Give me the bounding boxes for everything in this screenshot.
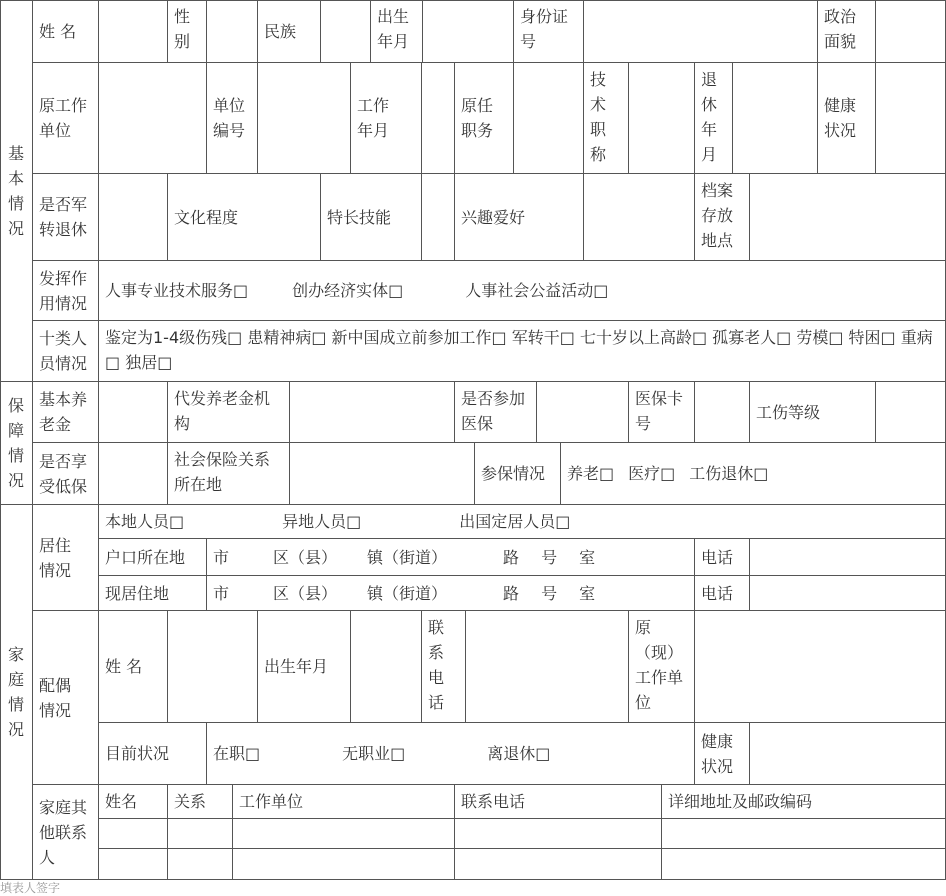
- label-injury: 工伤等级: [750, 382, 876, 443]
- field-political[interactable]: [876, 0, 946, 63]
- addr-city: 市: [213, 583, 230, 603]
- label-spouse: 配偶情况: [33, 611, 99, 785]
- option-abroad[interactable]: 出国定居人员□: [459, 512, 571, 531]
- field-role-options[interactable]: [99, 261, 946, 321]
- label-health: 健康状况: [818, 63, 876, 174]
- signature-note: 填表人签字: [0, 881, 61, 895]
- field-retire-date[interactable]: [733, 63, 818, 174]
- field-archive[interactable]: [750, 174, 946, 261]
- section-security: 保障情况: [0, 382, 33, 505]
- field-spouse-health[interactable]: [750, 723, 946, 785]
- contact2-phone[interactable]: [455, 849, 662, 880]
- option-pension[interactable]: 养老□: [567, 464, 615, 483]
- field-unit-code[interactable]: [258, 63, 351, 174]
- label-medical: 是否参加医保: [455, 382, 537, 443]
- label-residence: 居住情况: [33, 505, 99, 611]
- contact2-name[interactable]: [99, 849, 168, 880]
- addr-number: 号: [541, 547, 558, 567]
- ten-categories-options[interactable]: 鉴定为1-4级伤残□ 患精神病□ 新中国成立前参加工作□ 军转干□ 七十岁以上高龄□ 孤寡老人□ 劳模□ 特困□ 重病□ 独居□: [105, 328, 933, 372]
- field-work-years[interactable]: [422, 63, 455, 174]
- label-work-years: 工作年月: [351, 63, 422, 174]
- field-health[interactable]: [876, 63, 946, 174]
- field-lowincome[interactable]: [99, 443, 168, 505]
- option-public-welfare[interactable]: 人事社会公益活动□: [465, 281, 609, 300]
- field-orig-post[interactable]: [514, 63, 584, 174]
- field-idcard[interactable]: [584, 0, 818, 63]
- label-ten-categories: 十类人员情况: [33, 321, 99, 382]
- label-retire-date: 退休年月: [695, 63, 733, 174]
- label-lowincome: 是否享受低保: [33, 443, 99, 505]
- field-residence-type[interactable]: [99, 505, 946, 539]
- label-role: 发挥作用情况: [33, 261, 99, 321]
- addr-room: 室: [579, 583, 596, 603]
- label-pension-agency: 代发养老金机构: [168, 382, 290, 443]
- addr-city: 市: [213, 547, 230, 567]
- field-tech-title[interactable]: [629, 63, 695, 174]
- label-social-insurance: 社会保险关系所在地: [168, 443, 290, 505]
- contact1-phone[interactable]: [455, 819, 662, 849]
- label-spouse-name: 姓 名: [99, 611, 168, 723]
- label-medcard: 医保卡号: [629, 382, 695, 443]
- label-spouse-health: 健康状况: [695, 723, 750, 785]
- field-current-phone[interactable]: [750, 576, 946, 611]
- contact2-relation[interactable]: [168, 849, 233, 880]
- contact2-address[interactable]: [662, 849, 946, 880]
- field-military[interactable]: [99, 174, 168, 261]
- contact2-work[interactable]: [233, 849, 455, 880]
- label-orig-post: 原任职务: [455, 63, 514, 174]
- option-tech-service[interactable]: 人事专业技术服务□: [105, 281, 249, 300]
- field-medical[interactable]: [537, 382, 629, 443]
- field-hukou-phone[interactable]: [750, 539, 946, 576]
- section-family: 家庭情况: [0, 505, 33, 880]
- field-hukou-address[interactable]: [207, 539, 695, 576]
- addr-room: 室: [579, 547, 596, 567]
- field-injury[interactable]: [876, 382, 946, 443]
- label-tech-title: 技术职称: [584, 63, 629, 174]
- label-current-residence: 现居住地: [99, 576, 207, 611]
- option-injury-retire[interactable]: 工伤退休□: [689, 464, 769, 483]
- field-social-insurance[interactable]: [290, 443, 475, 505]
- option-nonlocal[interactable]: 异地人员□: [282, 512, 362, 531]
- field-name[interactable]: [99, 0, 168, 63]
- contact1-relation[interactable]: [168, 819, 233, 849]
- field-birth[interactable]: [423, 0, 514, 63]
- label-other-contacts: 家庭其他联系人: [33, 785, 99, 880]
- label-hukou-phone: 电话: [695, 539, 750, 576]
- addr-district: 区（县）: [273, 583, 338, 603]
- field-skills[interactable]: [422, 174, 455, 261]
- option-local[interactable]: 本地人员□: [105, 512, 185, 531]
- label-spouse-status: 目前状况: [99, 723, 207, 785]
- option-business[interactable]: 创办经济实体□: [292, 281, 404, 300]
- label-insured: 参保情况: [475, 443, 561, 505]
- field-spouse-status-options[interactable]: [207, 723, 695, 785]
- option-employed[interactable]: 在职□: [213, 744, 261, 763]
- addr-road: 路: [503, 547, 520, 567]
- field-pension-agency[interactable]: [290, 382, 455, 443]
- label-military: 是否军转退休: [33, 174, 99, 261]
- label-idcard: 身份证号: [514, 0, 584, 63]
- field-ethnicity[interactable]: [321, 0, 371, 63]
- label-hukou: 户口所在地: [99, 539, 207, 576]
- header-relation: 关系: [168, 785, 233, 819]
- field-spouse-name[interactable]: [168, 611, 258, 723]
- label-skills: 特长技能: [321, 174, 422, 261]
- header-name: 姓名: [99, 785, 168, 819]
- label-education: 文化程度: [168, 174, 321, 261]
- label-political: 政治面貌: [818, 0, 876, 63]
- field-current-address[interactable]: [207, 576, 695, 611]
- field-spouse-work[interactable]: [695, 611, 946, 723]
- label-name: 姓 名: [33, 0, 99, 63]
- label-spouse-phone: 联系电话: [422, 611, 466, 723]
- option-unemployed[interactable]: 无职业□: [342, 744, 406, 763]
- header-phone: 联系电话: [455, 785, 662, 819]
- label-archive: 档案存放地点: [695, 174, 750, 261]
- contact1-name[interactable]: [99, 819, 168, 849]
- label-orig-unit: 原工作单位: [33, 63, 99, 174]
- field-spouse-phone[interactable]: [466, 611, 629, 723]
- addr-number: 号: [541, 583, 558, 603]
- field-gender[interactable]: [207, 0, 258, 63]
- field-hobbies[interactable]: [584, 174, 695, 261]
- label-hobbies: 兴趣爱好: [455, 174, 584, 261]
- label-unit-code: 单位编号: [207, 63, 258, 174]
- field-spouse-birth[interactable]: [351, 611, 422, 723]
- field-ten-categories[interactable]: [99, 321, 946, 382]
- label-spouse-work: 原（现）工作单位: [629, 611, 695, 723]
- field-medcard[interactable]: [695, 382, 750, 443]
- option-medical[interactable]: 医疗□: [628, 464, 676, 483]
- label-pension: 基本养老金: [33, 382, 99, 443]
- label-birth: 出生年月: [371, 0, 423, 63]
- addr-town: 镇（街道）: [367, 547, 448, 567]
- label-current-phone: 电话: [695, 576, 750, 611]
- contact1-work[interactable]: [233, 819, 455, 849]
- addr-district: 区（县）: [273, 547, 338, 567]
- label-ethnicity: 民族: [258, 0, 321, 63]
- addr-road: 路: [503, 583, 520, 603]
- contact1-address[interactable]: [662, 819, 946, 849]
- label-gender: 性别: [168, 0, 207, 63]
- option-retired[interactable]: 离退休□: [487, 744, 551, 763]
- field-insured-options[interactable]: [561, 443, 946, 505]
- field-pension[interactable]: [99, 382, 168, 443]
- section-basic: 基本情况: [0, 0, 33, 382]
- label-spouse-birth: 出生年月: [258, 611, 351, 723]
- field-orig-unit[interactable]: [99, 63, 207, 174]
- addr-town: 镇（街道）: [367, 583, 448, 603]
- header-work: 工作单位: [233, 785, 455, 819]
- header-address: 详细地址及邮政编码: [662, 785, 946, 819]
